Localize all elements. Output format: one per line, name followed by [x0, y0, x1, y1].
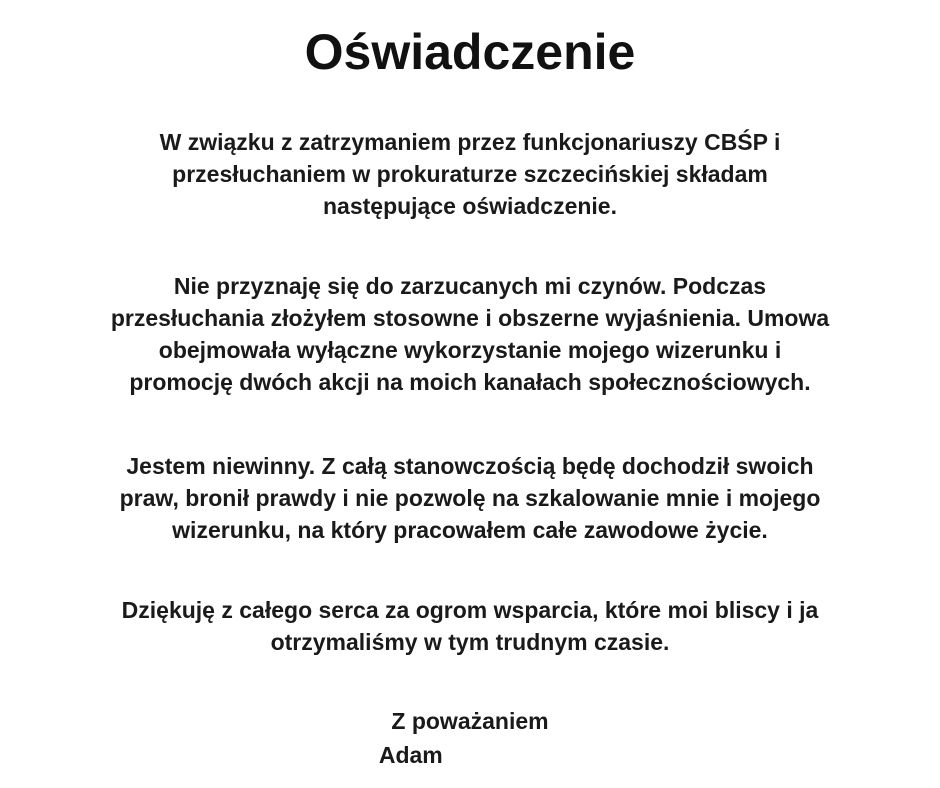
paragraph-innocence — [0, 450, 940, 546]
text-line: praw, bronił prawdy i nie pozwolę na szkalowanie mnie i mojego — [119, 485, 821, 511]
text-line: otrzymaliśmy w tym trudnym czasie. — [270, 629, 670, 655]
text-line: wizerunku, na który pracowałem całe zawodowe życie. — [172, 517, 768, 543]
text-line: obejmowała wyłączne wykorzystanie mojego wizerunku i — [158, 337, 782, 363]
text-line: promocję dwóch akcji na moich kanałach społecznościowych. — [129, 369, 811, 395]
paragraph-thanks — [0, 594, 940, 658]
paragraph-denial — [0, 270, 940, 398]
signature-first-name: Adam — [378, 742, 443, 768]
signature-line — [0, 738, 940, 772]
paragraph-detention — [0, 126, 940, 222]
document-title: Oświadczenie — [304, 24, 636, 80]
text-line: Dziękuję z całego serca za ogrom wsparcia, które moi bliscy i ja — [121, 597, 819, 623]
text-line: Jestem niewinny. Z całą stanowczością będę dochodził swoich — [126, 453, 814, 479]
text-line: przesłuchaniem w prokuraturze szczecińskiej składam — [172, 161, 768, 187]
text-line: Nie przyznaję się do zarzucanych mi czynów. Podczas — [173, 273, 767, 299]
closing-block — [0, 704, 940, 772]
text-line: następujące oświadczenie. — [322, 193, 617, 219]
text-line: W związku z zatrzymaniem przez funkcjonariuszy CBŚP i — [159, 129, 781, 155]
redacted-surname — [449, 744, 561, 770]
text-line: przesłuchania złożyłem stosowne i obszerne wyjaśnienia. Umowa — [110, 305, 830, 331]
closing-salutation: Z poważaniem — [391, 708, 549, 734]
